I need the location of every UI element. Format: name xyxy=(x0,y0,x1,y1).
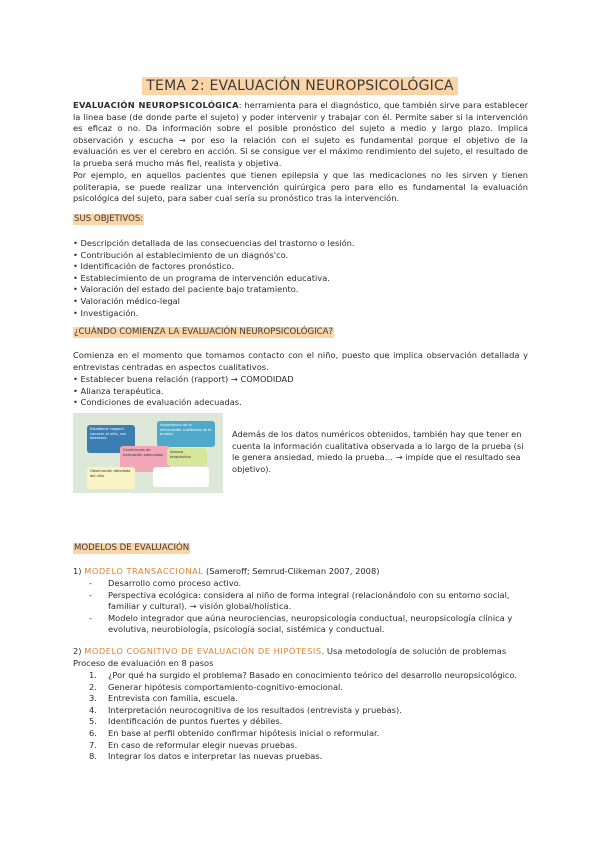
example-paragraph: Por ejemplo, en aquellos pacientes que tienen epilepsia y que las medicaciones no les sirven y tienen politerapia, se puede realizar una intervención quirúrgica pero para ello es fundamental la evaluación psicológica del sujeto, para saber cual sería su pronóstico tras la intervención. xyxy=(73,170,528,204)
image-bubble: Importancia de la información cualitativa de la prueba xyxy=(157,421,215,447)
modelo-1-title xyxy=(73,566,528,578)
modelo-2-number: 2) xyxy=(73,646,82,656)
list-item: 3. Entrevista con familia, escuela. xyxy=(89,693,238,704)
modelo-2-steps xyxy=(89,670,529,763)
list-item: 5. Identificación de puntos fuertes y débiles. xyxy=(89,716,283,727)
list-item: • Identificación de factores pronóstico. xyxy=(73,261,234,272)
modelo-1-list xyxy=(89,578,529,636)
list-item: - Modelo integrador que aúna neurociencias, neuropsicología conductual, neuropsicología clínica y evolutiva, neurobiología, psicología social, sistémica y conductual. xyxy=(89,612,513,635)
list-item: 2. Generar hipótesis comportamiento-cognitivo-emocional. xyxy=(89,681,343,692)
objetivos-list xyxy=(73,238,528,319)
list-item: • Investigación. xyxy=(73,307,139,318)
page-title: TEMA 2: EVALUACIÓN NEUROPSICOLÓGICA xyxy=(142,77,457,95)
list-item: • Condiciones de evaluación adecuadas. xyxy=(73,397,242,408)
cuando-paragraph: Comienza en el momento que tomamos contacto con el niño, puesto que implica observación detallada y entrevistas centradas en aspectos cualitativos. xyxy=(73,350,528,372)
list-item: 8. Integrar los datos e interpretar las nuevas pruebas. xyxy=(89,751,323,762)
modelo-1-name: MODELO TRANSACCIONAL xyxy=(84,566,204,576)
list-item: • Establecimiento de un programa de intervención educativa. xyxy=(73,272,330,283)
list-item: • Valoración médico-legal xyxy=(73,295,180,306)
intro-term: EVALUACIÓN NEUROPSICOLÓGICA xyxy=(73,100,239,110)
image-bubble: Establecer rapport: conocer al niño, sus intereses xyxy=(87,425,135,453)
list-item: 6. En base al perfil obtenido confirmar hipótesis inicial o reformular. xyxy=(89,727,380,738)
image-bubble-blank xyxy=(153,467,209,487)
speech-bubbles-image xyxy=(73,413,223,493)
list-item: 4. Interpretación neurocognitiva de los resultados (entrevista y pruebas). xyxy=(89,704,402,715)
modelo-1-ref: (Sameroff; Semrud-Clikeman 2007, 2008) xyxy=(203,566,380,576)
list-item: 7. En caso de reformular elegir nuevas pruebas. xyxy=(89,739,298,750)
modelos-heading: MODELOS DE EVALUACIÓN xyxy=(74,543,190,553)
list-item: - Desarrollo como proceso activo. xyxy=(89,578,242,588)
list-item: • Alianza terapéutica. xyxy=(73,385,164,396)
modelo-2-text: . Usa metodología de solución de problemas xyxy=(321,646,507,656)
cuando-list xyxy=(73,374,528,409)
image-bubble: Alianza terapéutica xyxy=(167,448,207,466)
image-bubble: Condiciones de evaluación adecuadas xyxy=(120,446,170,472)
list-item: • Contribución al establecimiento de un diagnós'co. xyxy=(73,249,289,260)
list-item: • Descripción detallada de las consecuencias del trastorno o lesión. xyxy=(73,238,355,248)
list-item: • Valoración del estado del paciente bajo tratamiento. xyxy=(73,284,299,295)
title-block xyxy=(0,75,600,95)
intro-text: : herramienta para el diagnóstico, que también sirve para establecer la linea base (de donde parte el sujeto) y poder intervenir y trabajar con él. Permite saber si la intervención es eficaz o no. Da información sobre el posible pronóstico del sujeto a medio y largo plazo. Implica observación y escucha → por eso la relación con el sujeto es fundamental porque el objetivo de la evaluación es ver el cerebro en acción. Si se consigue ver el máximo rendimiento del sujeto, el resultado de la prueba será mucho más fiel, realista y objetiva. xyxy=(73,100,528,168)
modelo-1-number: 1) xyxy=(73,566,82,576)
list-item: • Establecer buena relación (rapport) → COMODIDAD xyxy=(73,374,294,384)
intro-paragraph xyxy=(73,100,528,170)
modelo-2-name: MODELO COGNITIVO DE EVALUACIÓN DE HIPÓTESIS xyxy=(84,646,322,656)
image-bubble: Observación detallada del niño xyxy=(87,467,135,489)
objetivos-heading: SUS OBJETIVOS: xyxy=(74,214,144,224)
modelo-2-subtitle: Proceso de evaluación en 8 pasos xyxy=(73,657,214,668)
cuando-heading: ¿CUÁNDO COMIENZA LA EVALUACIÓN NEUROPSICOLÓGICA? xyxy=(74,327,334,337)
cuando-side-text: Además de los datos numéricos obtenidos, también hay que tener en cuenta la información cualitativa observada a lo largo de la prueba (si le genera ansiedad, miedo la prueba… → impide que el resultado sea objetivo). xyxy=(232,429,524,474)
modelo-2-title xyxy=(73,646,528,669)
list-item: - Perspectiva ecológica: considera al niño de forma integral (relacionándolo con su entorno social, familiar y cultural). → visión global/holística. xyxy=(89,589,510,612)
list-item: 1. ¿Por qué ha surgido el problema? Basado en conocimiento teórico del desarrollo neuropsicológico. xyxy=(89,670,518,680)
